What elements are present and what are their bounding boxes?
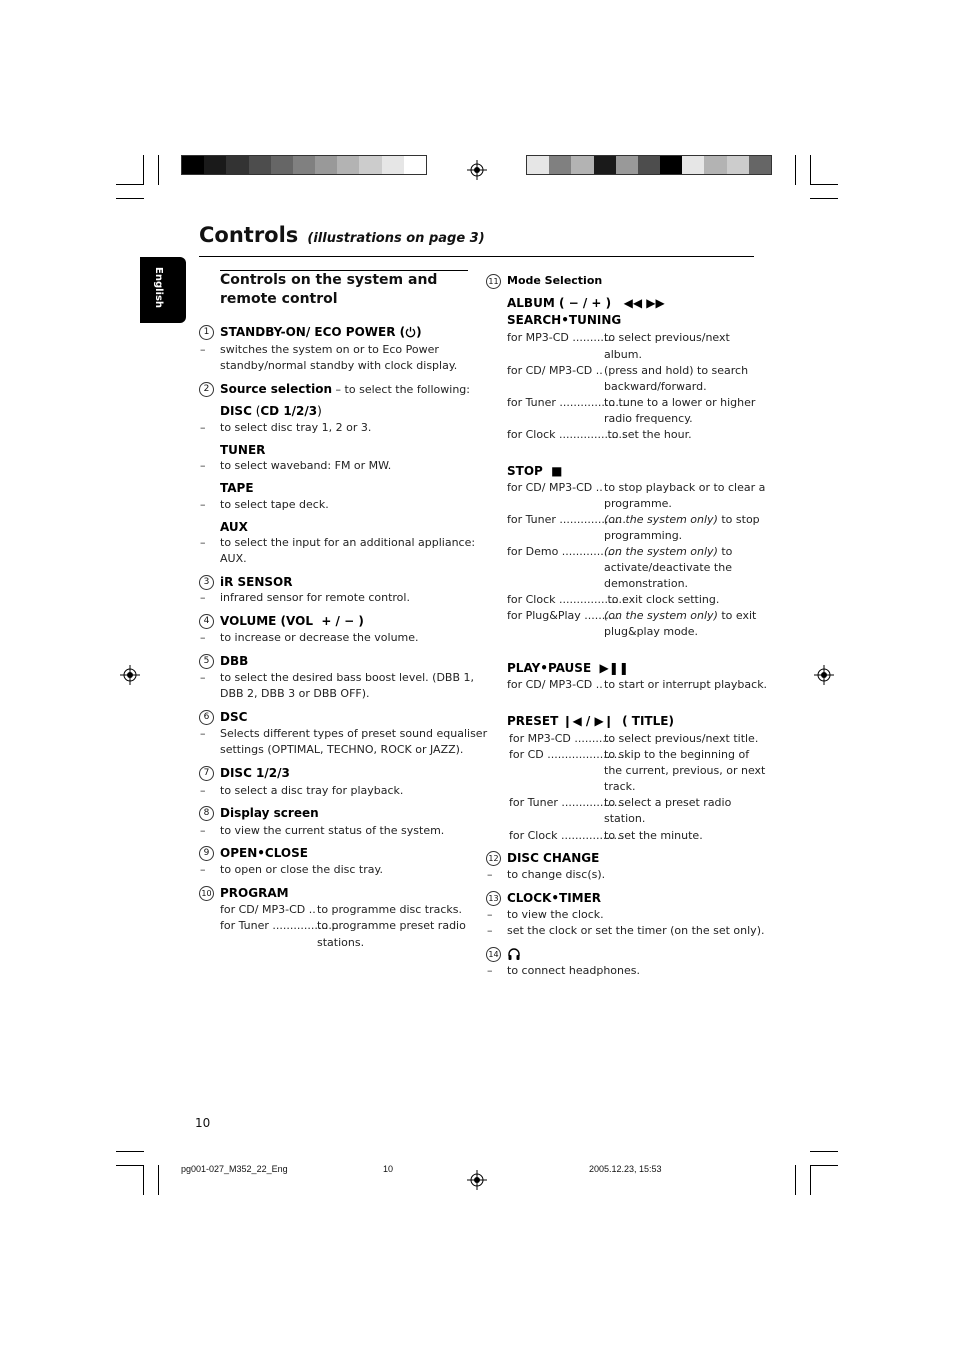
item-title: DSC	[220, 710, 248, 724]
crop-mark	[143, 1165, 144, 1195]
color-swatch	[293, 156, 316, 174]
item-row-label: for MP3-CD ............	[507, 331, 615, 344]
item-desc: to select a disc tray for playback.	[220, 784, 404, 797]
item-row-note: (on the system only)	[604, 513, 718, 526]
dash: –	[200, 498, 206, 511]
dash: –	[200, 421, 206, 434]
dash: –	[487, 908, 493, 921]
item-row-label: for CD/ MP3-CD ..	[220, 903, 316, 916]
item-desc: to select disc tray 1, 2 or 3.	[220, 421, 372, 434]
item-row-desc: stations.	[317, 936, 365, 949]
color-swatch	[382, 156, 405, 174]
item-number: 9	[199, 846, 214, 861]
item-row-desc: plug&play mode.	[604, 625, 699, 638]
item-desc: to change disc(s).	[507, 868, 606, 881]
item-row-note: (on the system only)	[604, 545, 718, 558]
item-row-desc: track.	[604, 780, 636, 793]
crop-mark	[810, 1151, 838, 1152]
sub-title: ALBUM ( − / + ) ◀◀ ▶▶	[507, 296, 665, 310]
item-row-desc: to set the minute.	[604, 829, 703, 842]
item-row-desc: demonstration.	[604, 577, 689, 590]
power-icon	[405, 326, 416, 337]
color-swatch	[315, 156, 338, 174]
item-desc: to select the input for an additional appliance:	[220, 536, 476, 549]
color-swatch	[616, 156, 639, 174]
item-row-desc: to tune to a lower or higher	[604, 396, 756, 409]
color-swatch	[226, 156, 249, 174]
dash: –	[200, 671, 206, 684]
crop-mark	[143, 155, 144, 185]
item-row-desc: activate/deactivate the	[604, 561, 732, 574]
item-row-desc: to programme disc tracks.	[317, 903, 463, 916]
item-desc: AUX.	[220, 552, 247, 565]
registration-mark-icon	[814, 665, 834, 685]
item-title: OPEN•CLOSE	[220, 846, 308, 860]
item-title: PROGRAM	[220, 886, 289, 900]
item-desc: switches the system on or to Eco Power	[220, 343, 439, 356]
item-title	[220, 381, 470, 398]
page-subtitle: (illustrations on page 3)	[307, 231, 485, 246]
item-row-desc	[604, 608, 756, 624]
color-swatch	[527, 156, 550, 174]
title-rule	[199, 256, 754, 257]
section-title-line: Controls on the system and	[220, 272, 438, 288]
item-desc: to view the current status of the system.	[220, 824, 445, 837]
item-number: 5	[199, 654, 214, 669]
item-row-desc: to stop playback or to clear a	[604, 481, 766, 494]
item-number: 8	[199, 806, 214, 821]
item-row-label: for Clock ...................	[507, 428, 626, 441]
language-tab	[140, 257, 186, 323]
color-swatch	[749, 156, 772, 174]
registration-mark-icon	[467, 1170, 487, 1190]
item-row-desc: radio frequency.	[604, 412, 693, 425]
item-number: 6	[199, 710, 214, 725]
dash: –	[200, 863, 206, 876]
item-title-text: STANDBY-ON/ ECO POWER (	[220, 325, 406, 339]
sub-title-text: DISC	[220, 404, 252, 418]
crop-mark	[116, 1151, 144, 1152]
item-number: 3	[199, 575, 214, 590]
color-swatch	[249, 156, 272, 174]
item-number: 12	[486, 851, 501, 866]
item-row-desc: programme.	[604, 497, 672, 510]
color-swatch	[660, 156, 683, 174]
item-number: 11	[486, 274, 501, 289]
item-desc: to view the clock.	[507, 908, 604, 921]
color-swatch	[182, 156, 205, 174]
item-title: Display screen	[220, 806, 319, 820]
item-row-desc: album.	[604, 348, 642, 361]
footer-page: 10	[383, 1164, 394, 1174]
item-number: 1	[199, 325, 214, 340]
item-desc: DBB 2, DBB 3 or DBB OFF).	[220, 687, 370, 700]
item-number: 14	[486, 947, 501, 962]
item-number: 4	[199, 614, 214, 629]
page-number: 10	[195, 1116, 211, 1130]
item-number: 10	[199, 886, 214, 901]
dash: –	[200, 784, 206, 797]
item-row-desc: to select previous/next	[604, 331, 730, 344]
sub-title: TAPE	[220, 481, 254, 495]
item-row-label: for Plug&Play ..........	[507, 609, 620, 622]
item-number: 13	[486, 891, 501, 906]
crop-mark	[795, 1165, 796, 1195]
item-desc: Selects different types of preset sound equaliser	[220, 727, 488, 740]
color-swatch	[549, 156, 572, 174]
color-swatch	[638, 156, 661, 174]
sub-title: AUX	[220, 520, 248, 534]
section-title	[220, 271, 437, 309]
item-title: iR SENSOR	[220, 575, 293, 589]
registration-mark-icon	[467, 160, 487, 180]
item-row-desc: to set the hour.	[604, 428, 692, 441]
color-swatch	[571, 156, 594, 174]
registration-mark-icon	[120, 665, 140, 685]
item-row-desc: programming.	[604, 529, 683, 542]
footer-file: pg001-027_M352_22_Eng	[181, 1164, 288, 1174]
color-swatch	[271, 156, 294, 174]
crop-mark	[810, 155, 811, 185]
item-row-label: for Demo .................	[507, 545, 622, 558]
color-swatch	[682, 156, 705, 174]
item-desc: settings (OPTIMAL, TECHNO, ROCK or JAZZ).	[220, 743, 464, 756]
crop-mark	[116, 184, 144, 185]
color-swatch	[204, 156, 227, 174]
item-row-desc: the current, previous, or next	[604, 764, 766, 777]
item-row-label: for Tuner ...................	[220, 919, 339, 932]
item-desc: to select waveband: FM or MW.	[220, 459, 392, 472]
item-row-label: for CD/ MP3-CD ..	[507, 481, 603, 494]
color-swatch	[727, 156, 750, 174]
item-title: Mode Selection	[507, 274, 603, 287]
crop-mark	[116, 198, 144, 199]
item-row-label: for Clock ..................	[509, 829, 624, 842]
item-row-label: for MP3-CD ...........	[509, 732, 613, 745]
item-row-desc: station.	[604, 812, 646, 825]
item-desc: to open or close the disc tray.	[220, 863, 383, 876]
item-row-text: to stop	[717, 513, 760, 526]
item-row-label: for CD .......................	[509, 748, 628, 761]
item-title: VOLUME (VOL + / − )	[220, 614, 364, 628]
dash: –	[200, 343, 206, 356]
color-swatch	[337, 156, 360, 174]
item-row-desc: to skip to the beginning of	[604, 748, 750, 761]
item-row-desc: to select a preset radio	[604, 796, 732, 809]
item-number: 7	[199, 766, 214, 781]
item-desc: to select the desired bass boost level. (DBB 1,	[220, 671, 474, 684]
item-title	[220, 324, 422, 340]
item-row-label: for Clock ...................	[507, 593, 626, 606]
sub-title-text: )	[317, 404, 322, 418]
item-title: DBB	[220, 654, 249, 668]
item-row-desc: to exit clock setting.	[604, 593, 720, 606]
item-title: DISC 1/2/3	[220, 766, 290, 780]
page-title-block	[199, 223, 485, 247]
crop-mark	[158, 155, 159, 185]
item-title-rest: – to select the following:	[332, 383, 470, 396]
dash: –	[200, 824, 206, 837]
sub-title-text: (	[251, 404, 261, 418]
color-swatch	[594, 156, 617, 174]
dash: –	[487, 868, 493, 881]
item-desc: to increase or decrease the volume.	[220, 631, 419, 644]
item-row-desc: to programme preset radio	[317, 919, 466, 932]
sub-title-text: CD 1/2/3	[260, 404, 318, 418]
crop-mark	[158, 1165, 159, 1195]
color-swatch	[704, 156, 727, 174]
item-desc: to select tape deck.	[220, 498, 329, 511]
sub-title: STOP ■	[507, 464, 563, 478]
footer-date: 2005.12.23, 15:53	[589, 1164, 662, 1174]
item-row-label: for CD/ MP3-CD ..	[507, 364, 603, 377]
item-row-label: for Tuner ...................	[507, 513, 626, 526]
item-title: CLOCK•TIMER	[507, 891, 602, 905]
sub-title	[220, 403, 322, 419]
dash: –	[487, 964, 493, 977]
language-tab-label: English	[153, 267, 164, 309]
crop-mark	[116, 1165, 144, 1166]
item-desc: infrared sensor for remote control.	[220, 591, 410, 604]
dash: –	[200, 631, 206, 644]
crop-mark	[795, 155, 796, 185]
color-bar-left	[181, 155, 427, 175]
item-desc: set the clock or set the timer (on the set only).	[507, 924, 765, 937]
page-title: Controls	[199, 223, 299, 247]
item-row-label: for CD/ MP3-CD ..	[507, 678, 603, 691]
item-row-desc: to select previous/next title.	[604, 732, 759, 745]
dash: –	[200, 459, 206, 472]
sub-title: PLAY•PAUSE ▶❚❚	[507, 661, 629, 675]
item-title-text: Source selection	[220, 382, 333, 396]
crop-mark	[810, 184, 838, 185]
crop-mark	[810, 198, 838, 199]
item-row-desc: backward/forward.	[604, 380, 707, 393]
item-row-desc	[604, 512, 760, 528]
color-swatch	[404, 156, 427, 174]
section-title-line: remote control	[220, 291, 338, 307]
item-title: DISC CHANGE	[507, 851, 600, 865]
crop-mark	[810, 1165, 811, 1195]
item-row-desc: (press and hold) to search	[604, 364, 749, 377]
item-row-desc: to start or interrupt playback.	[604, 678, 768, 691]
dash: –	[200, 727, 206, 740]
sub-title: PRESET ❙◀ / ▶❙ ( TITLE)	[507, 714, 674, 728]
color-bar-right	[526, 155, 772, 175]
item-desc: to connect headphones.	[507, 964, 640, 977]
sub-title: SEARCH•TUNING	[507, 313, 622, 327]
crop-mark	[810, 1165, 838, 1166]
item-row-note: (on the system only)	[604, 609, 718, 622]
item-row-text: to	[717, 545, 733, 558]
dash: –	[200, 536, 206, 549]
item-row-text: to exit	[717, 609, 757, 622]
headphones-icon	[507, 947, 521, 961]
item-desc: standby/normal standby with clock display.	[220, 359, 458, 372]
item-number: 2	[199, 382, 214, 397]
dash: –	[487, 924, 493, 937]
sub-title: TUNER	[220, 443, 266, 457]
color-swatch	[359, 156, 382, 174]
dash: –	[200, 591, 206, 604]
item-title-text: )	[416, 325, 422, 339]
item-row-label: for Tuner ..................	[509, 796, 625, 809]
item-row-desc	[604, 544, 732, 560]
item-row-label: for Tuner ...................	[507, 396, 626, 409]
